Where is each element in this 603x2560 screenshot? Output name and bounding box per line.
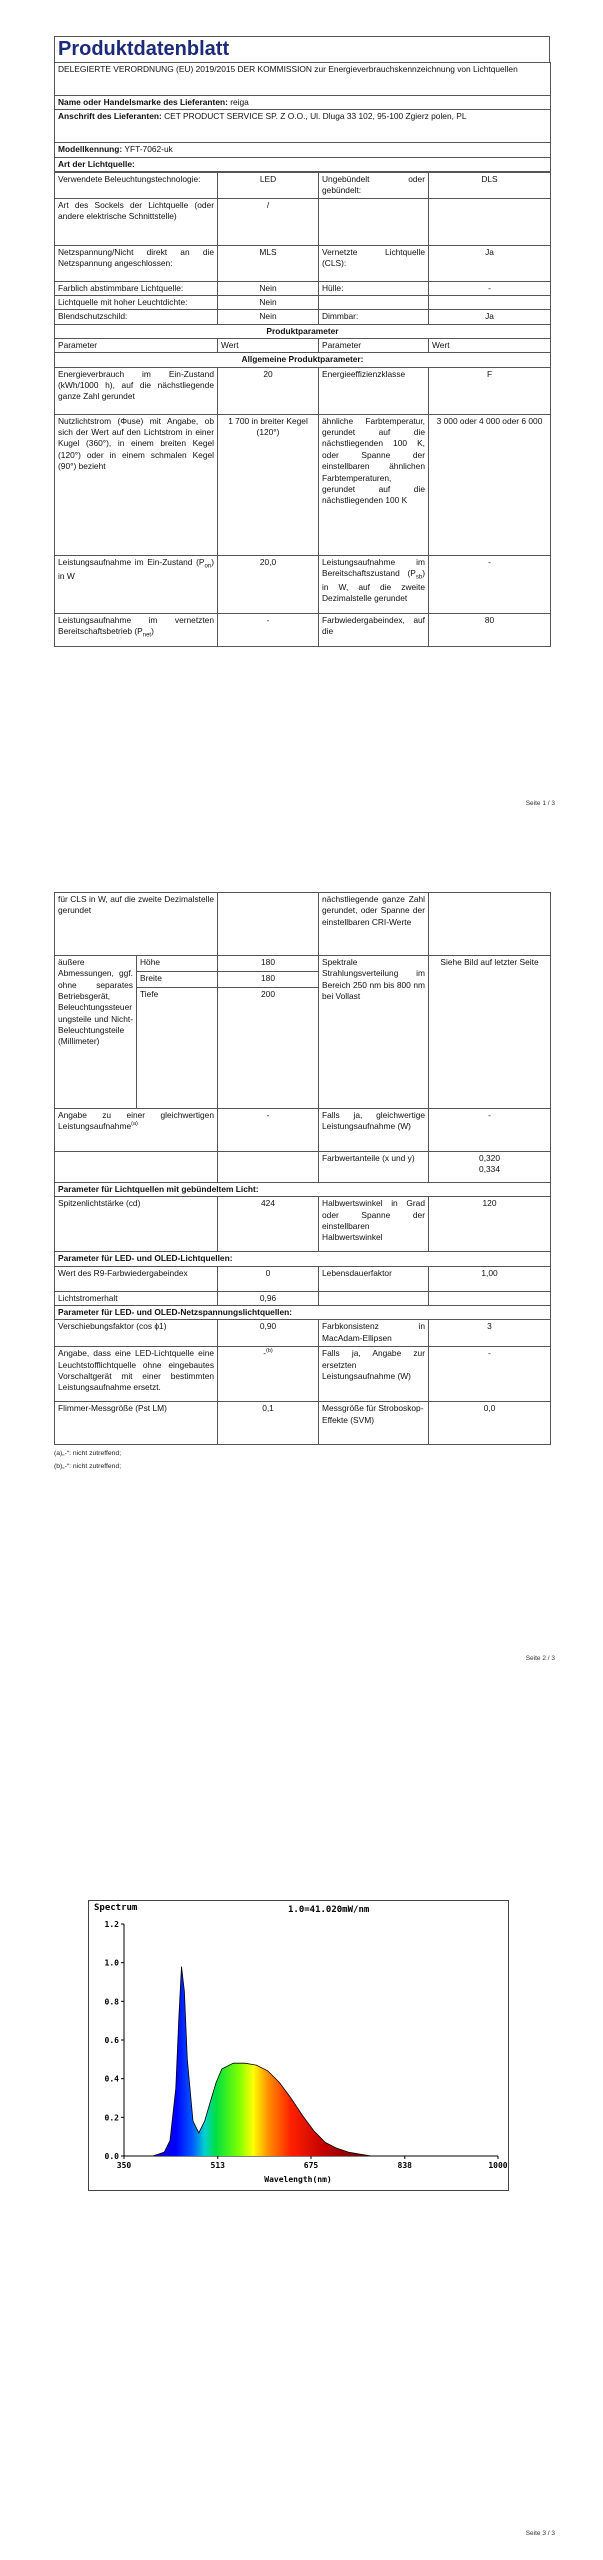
page-title: Produktdatenblatt — [54, 36, 550, 62]
svm-value: 0,0 — [429, 1402, 551, 1445]
x-tick-label: 513 — [210, 2161, 226, 2170]
mains-label: Netzspannung/Nicht direkt an die Netzspannung angeschlossen: — [55, 245, 218, 281]
chromaticity-x: 0,320 — [479, 1153, 500, 1163]
x-tick-label: 350 — [116, 2161, 132, 2170]
empty-cell — [319, 198, 429, 245]
y-tick-label: 1.2 — [104, 1920, 119, 1929]
on-mode-power-value: 20,0 — [218, 555, 319, 613]
chromaticity-value — [429, 1152, 551, 1183]
cct-label: ähnliche Farbtemperatur, gerundet auf die nächstliegenden 100 K, oder Spanne der einstellbaren ähnlichen Farbtemperaturen, gerundet auf die nächstliegenden 100 K — [319, 414, 429, 555]
supplier-name-label: Name oder Handelsmarke des Lieferanten: — [58, 97, 228, 107]
high-luminance-value: Nein — [218, 296, 319, 310]
peak-intensity-label: Spitzenlichtstärke (cd) — [55, 1197, 218, 1252]
address-label: Anschrift des Lieferanten: — [58, 111, 162, 122]
equivalent-power-right-value: - — [429, 1109, 551, 1152]
table-row — [55, 1152, 551, 1183]
cri-continued: nächstliegende ganze Zahl gerundet, oder Spanne der einstellbaren CRI-Werte — [319, 893, 429, 956]
height-value: 180 — [218, 956, 319, 972]
replacement-label: Angabe, dass eine LED-Lichtquelle eine Leuchtstofflichtquelle ohne eingebautes Vorschaltgerät mit einer bestimmten Leistungsaufnahme ersetzt. — [55, 1347, 218, 1402]
table-row — [55, 367, 551, 414]
table-row — [55, 1291, 551, 1305]
standby-power-text-end: ) in W, auf die zweite Dezimalstelle gerundet — [322, 568, 425, 604]
page-1 — [0, 0, 603, 840]
footnote-ref: (a) — [131, 1121, 138, 1128]
light-type-heading: Art der Lichtquelle: — [55, 157, 551, 171]
survival-factor-value: 1,00 — [429, 1266, 551, 1291]
regulation-text: DELEGIERTE VERORDNUNG (EU) 2019/2015 DER KOMMISSION zur Energieverbrauchskennzeichnung von Lichtquellen — [55, 63, 551, 96]
y-tick-label: 1.0 — [104, 1958, 119, 1968]
led-heading: Parameter für LED- und OLED-Lichtquellen: — [55, 1252, 551, 1266]
col-value-header: Wert — [429, 339, 551, 353]
networked-standby-continued: für CLS in W, auf die zweite Dezimalstelle gerundet — [55, 893, 218, 956]
product-params-heading: Produktparameter — [55, 324, 551, 338]
r9-label: Wert des R9-Farbwiedergabeindex — [55, 1266, 218, 1291]
energy-consumption-label: Energieverbrauch im Ein-Zustand (kWh/1000 h), auf die nächstliegende ganze Zahl gerundet — [55, 367, 218, 414]
mains-heading: Parameter für LED- und OLED-Netzspannungslichtquellen: — [55, 1306, 551, 1320]
empty-cell — [429, 1291, 551, 1305]
tech-label: Verwendete Beleuchtungstechnologie: — [55, 173, 218, 199]
header-table — [54, 62, 551, 172]
address-row — [55, 110, 551, 143]
networked-standby-value: - — [218, 613, 319, 646]
flicker-value: 0,1 — [218, 1402, 319, 1445]
footnote-ref: (b) — [266, 1348, 273, 1355]
x-tick-label: 1000 — [488, 2161, 508, 2170]
anti-glare-value: Nein — [218, 310, 319, 324]
high-luminance-label: Lichtquelle mit hoher Leuchtdichte: — [55, 296, 218, 310]
replacement-value — [218, 1347, 319, 1402]
cls-value: Ja — [429, 245, 551, 281]
mains-value: MLS — [218, 245, 319, 281]
directional-label: Ungebündelt oder gebündelt: — [319, 173, 429, 199]
supplier-name-row — [55, 96, 551, 110]
chromaticity-y: 0,334 — [479, 1164, 500, 1175]
depth-value: 200 — [218, 988, 319, 1109]
table-row — [55, 198, 551, 245]
depth-label: Tiefe — [137, 988, 218, 1109]
height-label: Höhe — [137, 956, 218, 972]
beam-angle-label: Halbwertswinkel in Grad oder Spanne der einstellbaren Halbwertswinkel — [319, 1197, 429, 1252]
x-tick-label: 838 — [397, 2161, 413, 2170]
empty-cell — [319, 296, 429, 310]
supplier-name-value: reiga — [230, 97, 249, 107]
general-params-heading: Allgemeine Produktparameter: — [55, 353, 551, 367]
flicker-label: Flimmer-Messgröße (Pst LM) — [55, 1402, 218, 1445]
directional-heading: Parameter für Lichtquellen mit gebündeltem Licht: — [55, 1183, 551, 1197]
standby-power-label — [319, 555, 429, 613]
replacement-right-value: - — [429, 1347, 551, 1402]
on-mode-power-text: Leistungsaufnahme im Ein-Zustand (P — [58, 556, 205, 567]
page-number: Seite 3 / 3 — [525, 2530, 555, 2537]
spectrum-svg — [88, 1900, 518, 2200]
width-label: Breite — [137, 972, 218, 988]
dimensions-label: äußere Abmessungen, ggf. ohne separates Betriebsgerät, Beleuchtungssteuerungsteile und Nicht-Beleuchtungsteile (Millimeter) — [55, 956, 137, 1109]
empty-cell — [218, 1152, 319, 1183]
col-param-header: Parameter — [55, 339, 218, 353]
replacement-value-text: - — [263, 1348, 267, 1359]
table-row — [55, 555, 551, 613]
chart-title: Spectrum — [94, 1903, 138, 1913]
energy-class-value: F — [429, 367, 551, 414]
svm-label: Messgröße für Stroboskop-Effekte (SVM) — [319, 1402, 429, 1445]
survival-factor-label: Lebensdauerfaktor — [319, 1266, 429, 1291]
table-row — [55, 1402, 551, 1445]
table-row — [55, 245, 551, 281]
networked-standby-text: Leistungsaufnahme im vernetzten Bereitschaftsbetrieb (P — [58, 614, 214, 637]
empty-cell — [429, 893, 551, 956]
x-tick-label: 675 — [303, 2161, 319, 2170]
page-number: Seite 2 / 3 — [525, 1655, 555, 1662]
y-tick-label: 0.8 — [104, 1997, 119, 2007]
tech-value: LED — [218, 173, 319, 199]
envelope-value: - — [429, 281, 551, 295]
footnote-b: (b)„-“: nicht zutreffend; — [54, 1462, 122, 1470]
subscript: sb — [415, 574, 423, 581]
equivalent-power-label — [55, 1109, 218, 1152]
table-row — [55, 1197, 551, 1252]
lumen-maintenance-value: 0,96 — [218, 1291, 319, 1305]
y-tick-label: 0.6 — [104, 2036, 119, 2045]
chart-annotation: 1.0=41.020mW/nm — [288, 1905, 370, 1915]
y-tick-label: 0.0 — [104, 2152, 119, 2161]
energy-consumption-value: 20 — [218, 367, 319, 414]
footnote-a: (a)„-“: nicht zutreffend; — [54, 1450, 122, 1458]
model-row — [55, 143, 551, 157]
table-row — [55, 281, 551, 295]
cri-label: Farbwiedergabeindex, auf die — [319, 613, 429, 646]
power-factor-label: Verschiebungsfaktor (cos ϕ1) — [55, 1320, 218, 1347]
table-row — [55, 893, 551, 956]
params-table-continued — [54, 892, 551, 1445]
subscript: on — [204, 563, 212, 570]
r9-value: 0 — [218, 1266, 319, 1291]
dimmable-label: Dimmbar: — [319, 310, 429, 324]
tunable-label: Farblich abstimmbare Lichtquelle: — [55, 281, 218, 295]
luminous-flux-label: Nutzlichtstrom (Φuse) mit Angabe, ob sich der Wert auf den Lichtstrom in einer Kugel (360°), in einem breiten Kegel (120°) oder in einem schmalen Kegel (90°) bezieht — [55, 414, 218, 555]
luminous-flux-value: 1 700 in breiter Kegel (120°) — [218, 414, 319, 555]
cap-label: Art des Sockels der Lichtquelle (oder andere elektrische Schnittstelle) — [55, 198, 218, 245]
empty-cell — [429, 296, 551, 310]
power-factor-value: 0,90 — [218, 1320, 319, 1347]
col-param-header: Parameter — [319, 339, 429, 353]
standby-power-value: - — [429, 555, 551, 613]
cct-value: 3 000 oder 4 000 oder 6 000 — [429, 414, 551, 555]
address-value: CET PRODUCT SERVICE SP. Z O.O., Ul. Dluga 33 102, 95-100 Zgierz polen, PL — [164, 111, 467, 122]
table-row — [55, 613, 551, 646]
macadam-label: Farbkonsistenz in MacAdam-Ellipsen — [319, 1320, 429, 1347]
table-row — [55, 1347, 551, 1402]
table-row — [55, 310, 551, 324]
model-value: YFT-7062-uk — [124, 144, 173, 155]
networked-standby-label — [55, 613, 218, 646]
light-type-table — [54, 172, 551, 647]
empty-cell — [429, 198, 551, 245]
table-row — [55, 296, 551, 310]
spectral-value: Siehe Bild auf letzter Seite — [429, 956, 551, 1109]
width-value: 180 — [218, 972, 319, 988]
datasheet-page-2 — [54, 892, 550, 1471]
equivalent-power-text: Angabe zu einer gleichwertigen Leistungsaufnahme — [58, 1110, 215, 1132]
model-label: Modellkennung: — [58, 144, 123, 155]
tunable-value: Nein — [218, 281, 319, 295]
cri-value: 80 — [429, 613, 551, 646]
y-tick-label: 0.4 — [104, 2074, 119, 2084]
energy-class-label: Energieeffizienzklasse — [319, 367, 429, 414]
empty-cell — [218, 893, 319, 956]
spectrum-chart — [88, 1900, 518, 2200]
table-row — [55, 1109, 551, 1152]
x-axis-label: Wavelength(nm) — [264, 2175, 332, 2184]
networked-standby-text-end: ) — [151, 626, 154, 637]
envelope-label: Hülle: — [319, 281, 429, 295]
equivalent-power-right-label: Falls ja, gleichwertige Leistungsaufnahme (W) — [319, 1109, 429, 1152]
beam-angle-value: 120 — [429, 1197, 551, 1252]
table-row — [55, 414, 551, 555]
table-row — [55, 173, 551, 199]
lumen-maintenance-label: Lichtstromerhalt — [55, 1291, 218, 1305]
equivalent-power-value: - — [218, 1109, 319, 1152]
subscript: net — [142, 632, 152, 639]
empty-cell — [55, 1152, 218, 1183]
dimmable-value: Ja — [429, 310, 551, 324]
table-row — [55, 1266, 551, 1291]
table-row — [55, 956, 551, 972]
peak-intensity-value: 424 — [218, 1197, 319, 1252]
col-value-header: Wert — [218, 339, 319, 353]
page-2 — [0, 880, 603, 1720]
chromaticity-label: Farbwertanteile (x und y) — [319, 1152, 429, 1183]
datasheet-page-1 — [54, 36, 550, 647]
on-mode-power-label — [55, 555, 218, 613]
cls-label: Vernetzte Lichtquelle (CLS): — [319, 245, 429, 281]
on-mode-power-text-end: ) in W — [58, 556, 214, 581]
anti-glare-label: Blendschutzschild: — [55, 310, 218, 324]
y-tick-label: 0.2 — [104, 2113, 119, 2123]
cap-value: / — [218, 198, 319, 245]
directional-value: DLS — [429, 173, 551, 199]
standby-power-text: Leistungsaufnahme im Bereitschaftszustand (P — [322, 556, 425, 579]
replacement-right-label: Falls ja, Angabe zur ersetzten Leistungsaufnahme (W) — [319, 1347, 429, 1402]
macadam-value: 3 — [429, 1320, 551, 1347]
page-number: Seite 1 / 3 — [525, 800, 555, 807]
table-row — [55, 1320, 551, 1347]
spectral-label: Spektrale Strahlungsverteilung im Bereich 250 nm bis 800 nm bei Vollast — [319, 956, 429, 1109]
empty-cell — [319, 1291, 429, 1305]
